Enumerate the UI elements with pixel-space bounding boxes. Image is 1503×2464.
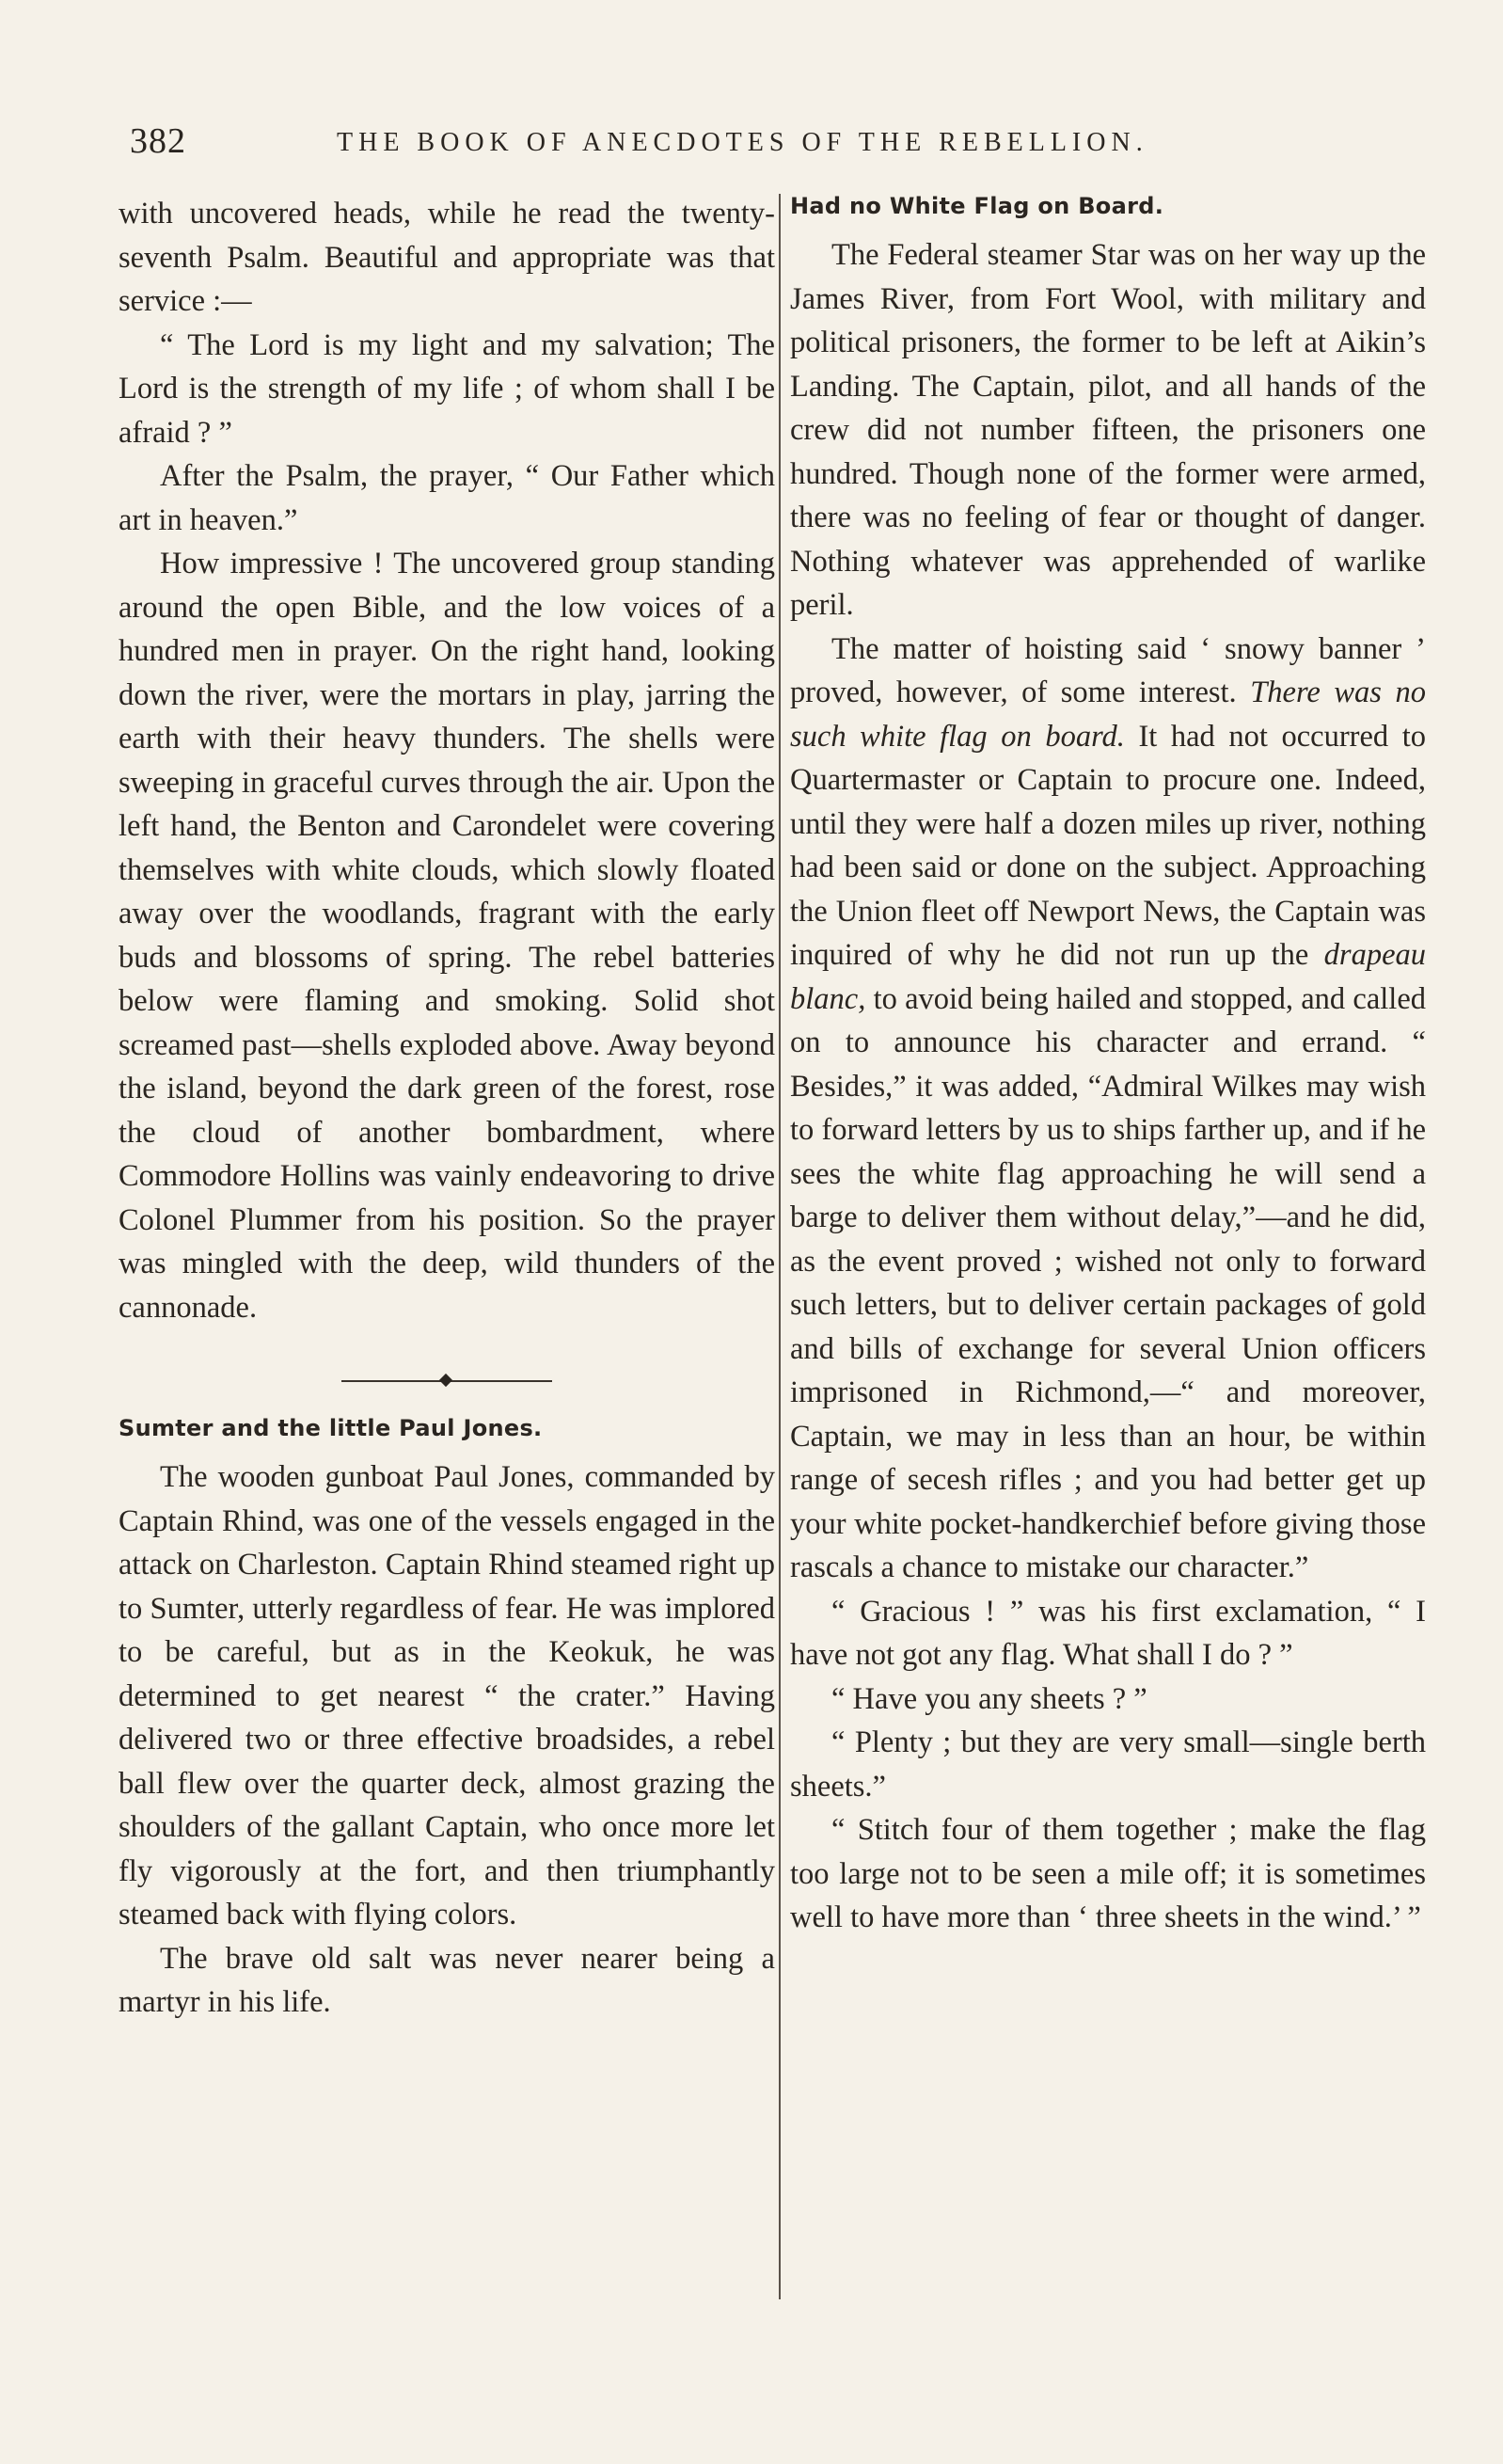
page-number: 382: [130, 121, 186, 161]
paragraph: [790, 628, 1426, 1590]
paragraph: How impressive ! The uncovered group standing around the open Bible, and the low voices of a hundred men in prayer. On the right hand, looking down the river, were the mortars in play, jarring the earth with their heavy thunders. The shells were sweeping in graceful curves through the air. Upon the left hand, the Benton and Carondelet were covering themselves with white clouds, which slowly floated away over the woodlands, fragrant with the early buds and blossoms of spring. The rebel batteries below were flaming and smoking. Solid shot screamed past—shells exploded above. Away beyond the island, beyond the dark green of the forest, rose the cloud of another bombardment, where Commodore Hollins was vainly endeavoring to drive Colonel Plummer from his position. So the prayer was mingled with the deep, wild thunders of the cannonade.: [119, 547, 775, 1325]
italic-text: There was no such white flag on board.: [790, 676, 1426, 754]
paragraph: “ Gracious ! ” was his first exclamation, “ I have not got any flag. What shall I do ? ”: [790, 1594, 1426, 1672]
text-run: to avoid being hailed and stopped, and called on to announce his character and errand. “ Besides,” it was added, “Admiral Wilkes may wish to forward letters by us to ships farther up, and if he sees the white flag approaching he will send a barge to deliver them without delay,”—and he did, as the event proved ; wished not only to forward such letters, but to deliver certain packages of gold and bills of exchange for several Union officers imprisoned in Richmond,—“ and moreover, Captain, we may in less than an hour, be within range of secesh rifles ; and you had better get up your white pocket-handkerchief before giving those rascals a chance to mistake our character.”: [790, 981, 1426, 1584]
right-column: [790, 192, 1426, 1940]
paragraph: The wooden gunboat Paul Jones, commanded by Captain Rhind, was one of the vessels engaged in the attack on Charleston. Captain Rhind steamed right up to Sumter, utterly regardless of fear. He was implored to be careful, but as in the Keokuk, he was determined to get nearest “ the crater.” Having delivered two or three effective broadsides, a rebel ball flew over the quarter deck, almost grazing the shoulders of the gallant Captain, who once more let fly vigorously at the fort, and then triumphantly steamed back with flying colors.: [119, 1460, 775, 1931]
section-heading: Had no White Flag on Board.: [790, 193, 1164, 219]
column-divider: [779, 194, 781, 2299]
paragraph: “ Stitch four of them together ; make the flag too large not to be seen a mile off; it is sometimes well to have more than ‘ three sheets in the wind.’ ”: [790, 1813, 1426, 1934]
paragraph: “ Plenty ; but they are very small—single berth sheets.”: [790, 1725, 1426, 1804]
page-header: [130, 120, 1258, 164]
running-title: THE BOOK OF ANECDOTES OF THE REBELLION.: [337, 128, 1148, 157]
paragraph: with uncovered heads, while he read the twenty-seventh Psalm. Beautiful and appropriate was that service :—: [119, 197, 775, 318]
left-column: [119, 192, 775, 2025]
paragraph: “ Have you any sheets ? ”: [831, 1681, 1147, 1716]
paragraph: The brave old salt was never nearer being a martyr in his life.: [119, 1941, 775, 2019]
section-divider-ornament: [341, 1371, 552, 1391]
italic-text: drapeau blanc,: [790, 938, 1426, 1016]
text-run: It had not occurred to Quartermaster or Captain to procure one. Indeed, until they were half a dozen miles up river, nothing had been said or done on the subject. Approaching the Union fleet off Newport News, the Captain was inquired of why he did not run up the: [790, 719, 1426, 972]
section-heading: Sumter and the little Paul Jones.: [119, 1415, 543, 1441]
text-run: The matter of hoisting said ‘ snowy banner ’ proved, however, of some interest.: [790, 631, 1426, 709]
paragraph: After the Psalm, the prayer, “ Our Father which art in heaven.”: [119, 459, 775, 537]
psalm-quote: “ The Lord is my light and my salvation; The Lord is the strength of my life ; of whom shall I be afraid ? ”: [119, 327, 775, 450]
paragraph: The Federal steamer Star was on her way up the James River, from Fort Wool, with military and political prisoners, the former to be left at Aikin’s Landing. The Captain, pilot, and all hands of the crew did not number fifteen, the prisoners one hundred. Though none of the former were armed, there was no feeling of fear or thought of danger. Nothing whatever was apprehended of warlike peril.: [790, 238, 1426, 622]
